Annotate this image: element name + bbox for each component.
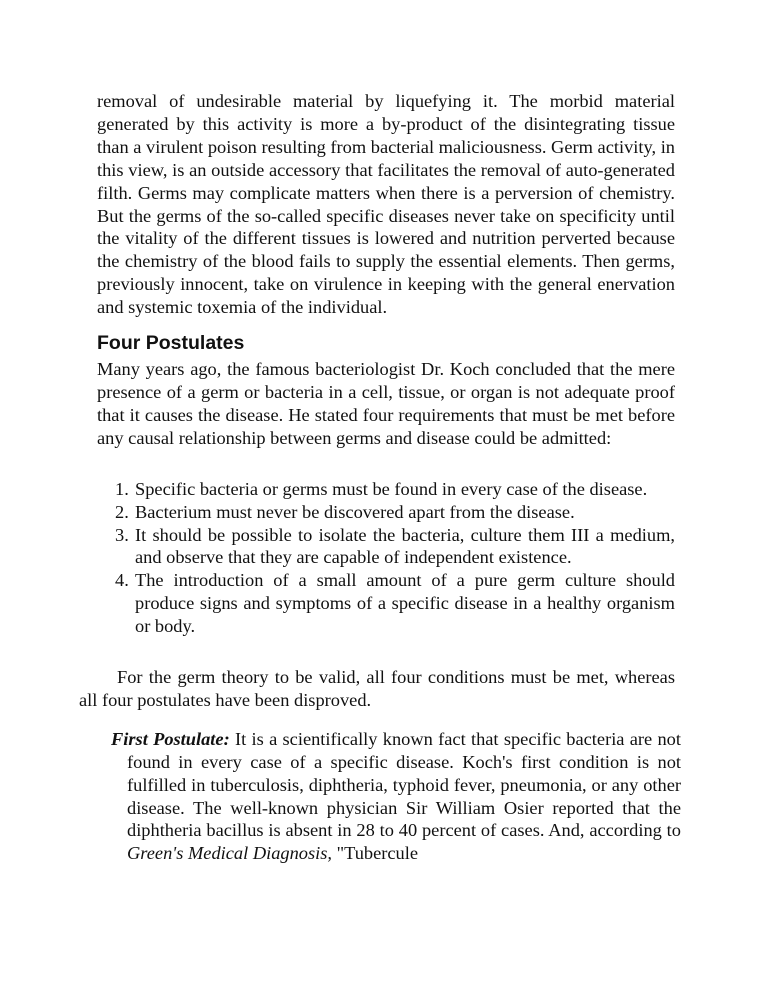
postulates-list [115, 478, 675, 638]
postulate-item-4 [115, 569, 675, 638]
intro-paragraph: removal of undesirable material by liquefying it. The morbid material generated by this activity is more a by-product of the disintegrating tissue than a virulent poison resulting from bacterial maliciousness. Germ activity, in this view, is an outside accessory that facilitates the removal of auto-generated filth. Germs may complicate matters when there is a perversion of chemistry. But the germs of the so-called specific diseases never take on specificity until the vitality of the different tissues is lowered and nutrition perverted because the chemistry of the blood fails to supply the essential elements. Then germs, previously innocent, take on virulence in keeping with the general enervation and systemic toxemia of the individual. [97, 91, 675, 318]
first-postulate-lead: First Postulate: [111, 728, 230, 749]
first-postulate-citation: Green's Medical Diagnosis, [127, 843, 333, 864]
first-postulate-text-end: "Tubercule [332, 843, 419, 864]
postulate-item-2 [115, 501, 675, 524]
postulate-text: Specific bacteria or germs must be found in every case of the disease. [135, 478, 648, 499]
postulate-number: 1. [115, 478, 129, 499]
postulate-item-3 [115, 524, 675, 570]
section-heading: Four Postulates [97, 332, 245, 355]
postulate-number: 3. [115, 524, 129, 545]
document-page [79, 90, 681, 865]
closing-paragraph: For the germ theory to be valid, all four conditions must be met, whereas all four postulates have been disproved. [79, 667, 675, 710]
first-postulate-paragraph [111, 728, 681, 865]
postulate-number: 2. [115, 501, 129, 522]
postulate-text: Bacterium must never be discovered apart from the disease. [135, 501, 575, 522]
postulate-item-1 [115, 478, 675, 501]
postulate-text: It should be possible to isolate the bacteria, culture them III a medium, and observe that they are capable of independent existence. [135, 524, 675, 568]
section-intro-paragraph: Many years ago, the famous bacteriologist Dr. Koch concluded that the mere presence of a germ or bacteria in a cell, tissue, or organ is not adequate proof that it causes the disease. He stated four requirements that must be met before any causal relationship between germs and disease could be admitted: [97, 359, 675, 448]
postulate-text: The introduction of a small amount of a pure germ culture should produce signs and symptoms of a specific disease in a healthy organism or body. [135, 570, 675, 637]
postulate-number: 4. [115, 570, 129, 591]
first-postulate-text: It is a scientifically known fact that specific bacteria are not found in every case of a specific disease. Koch's first condition is not fulfilled in tuberculosis, diphtheria, typhoid fever, pneumonia, or any other disease. The well-known physician Sir William Osier reported that the diphtheria bacillus is absent in 28 to 40 percent of cases. And, according to [127, 728, 681, 841]
